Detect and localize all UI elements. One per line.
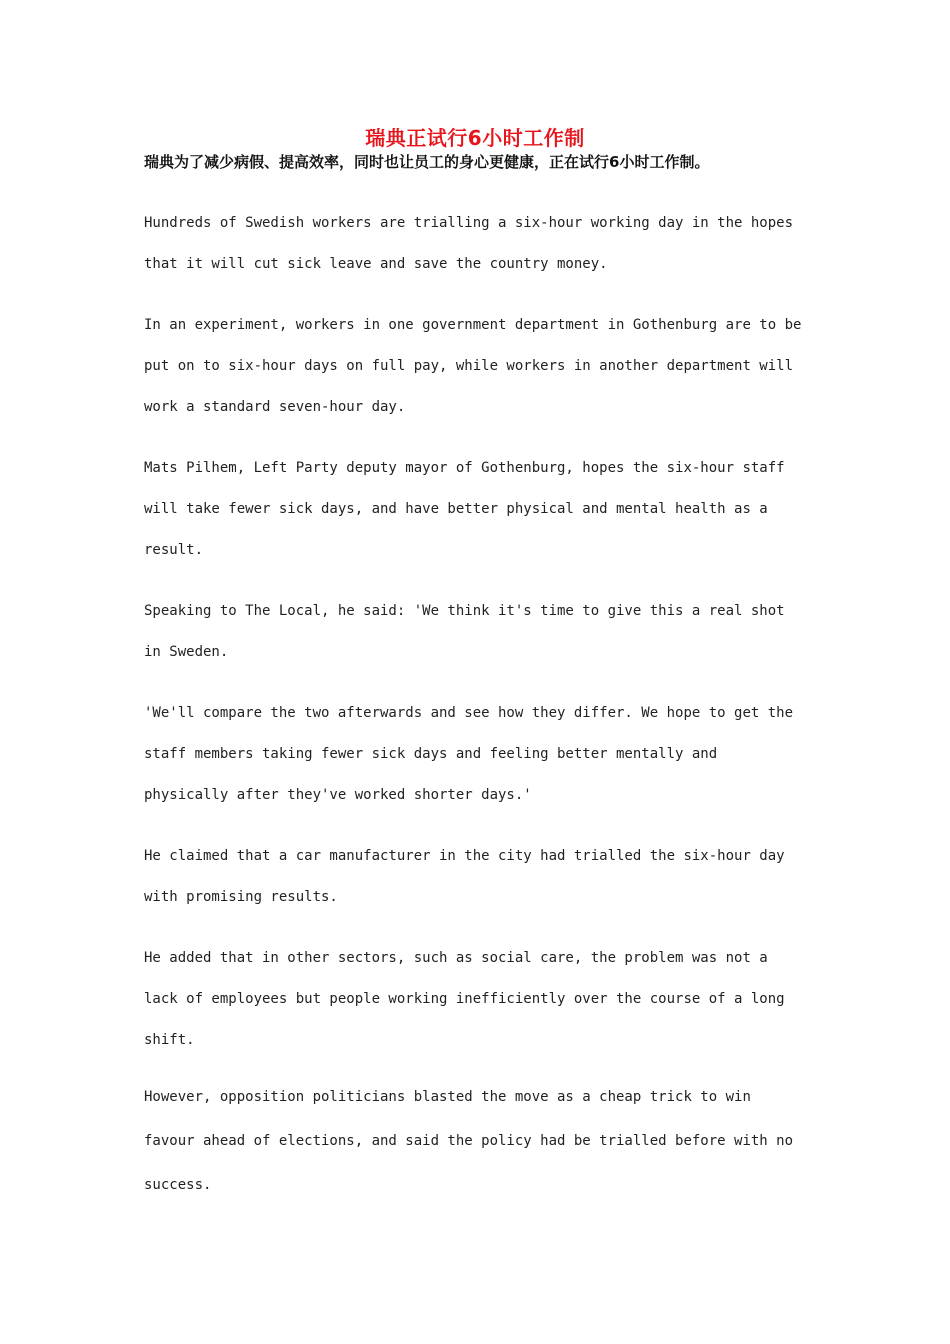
article-body	[144, 207, 824, 1233]
paragraph-line: will take fewer sick days, and have better physical and mental health as a	[144, 501, 768, 517]
paragraph	[144, 1081, 824, 1213]
paragraph-line: Mats Pilhem, Left Party deputy mayor of Gothenburg, hopes the six-hour staff	[144, 460, 785, 476]
paragraph-line: physically after they've worked shorter days.'	[144, 787, 532, 803]
paragraph-line: He added that in other sectors, such as social care, the problem was not a	[144, 950, 768, 966]
paragraph-line: staff members taking fewer sick days and feeling better mentally and	[144, 746, 718, 762]
paragraph-line: success.	[144, 1177, 212, 1193]
paragraph	[144, 452, 824, 575]
paragraph	[144, 207, 824, 289]
paragraph-line: He claimed that a car manufacturer in the city had trialled the six-hour day	[144, 848, 785, 864]
paragraph	[144, 840, 824, 922]
paragraph	[144, 309, 824, 432]
paragraph-line: work a standard seven-hour day.	[144, 399, 406, 415]
paragraph-line: lack of employees but people working inefficiently over the course of a long	[144, 991, 785, 1007]
paragraph-line: that it will cut sick leave and save the country money.	[144, 256, 608, 272]
paragraph-line: put on to six-hour days on full pay, while workers in another department will	[144, 358, 794, 374]
paragraph-line: result.	[144, 542, 204, 558]
paragraph-line: with promising results.	[144, 889, 338, 905]
paragraph-line: However, opposition politicians blasted the move as a cheap trick to win	[144, 1089, 751, 1105]
paragraph-line: Speaking to The Local, he said: 'We think it's time to give this a real shot	[144, 603, 785, 619]
paragraph	[144, 942, 824, 1065]
paragraph-line: favour ahead of elections, and said the policy had be trialled before with no	[144, 1133, 794, 1149]
article-subtitle: 瑞典为了减少病假、提高效率，同时也让员工的身心更健康，正在试行6小时工作制。	[144, 153, 710, 171]
paragraph-line: in Sweden.	[144, 644, 229, 660]
article-title: 瑞典正试行6小时工作制	[365, 126, 585, 150]
paragraph-line: 'We'll compare the two afterwards and see how they differ. We hope to get the	[144, 705, 794, 721]
paragraph-line: In an experiment, workers in one government department in Gothenburg are to be	[144, 317, 802, 333]
paragraph	[144, 595, 824, 677]
paragraph-line: Hundreds of Swedish workers are trialling a six-hour working day in the hopes	[144, 215, 794, 231]
paragraph	[144, 697, 824, 820]
paragraph-line: shift.	[144, 1032, 195, 1048]
